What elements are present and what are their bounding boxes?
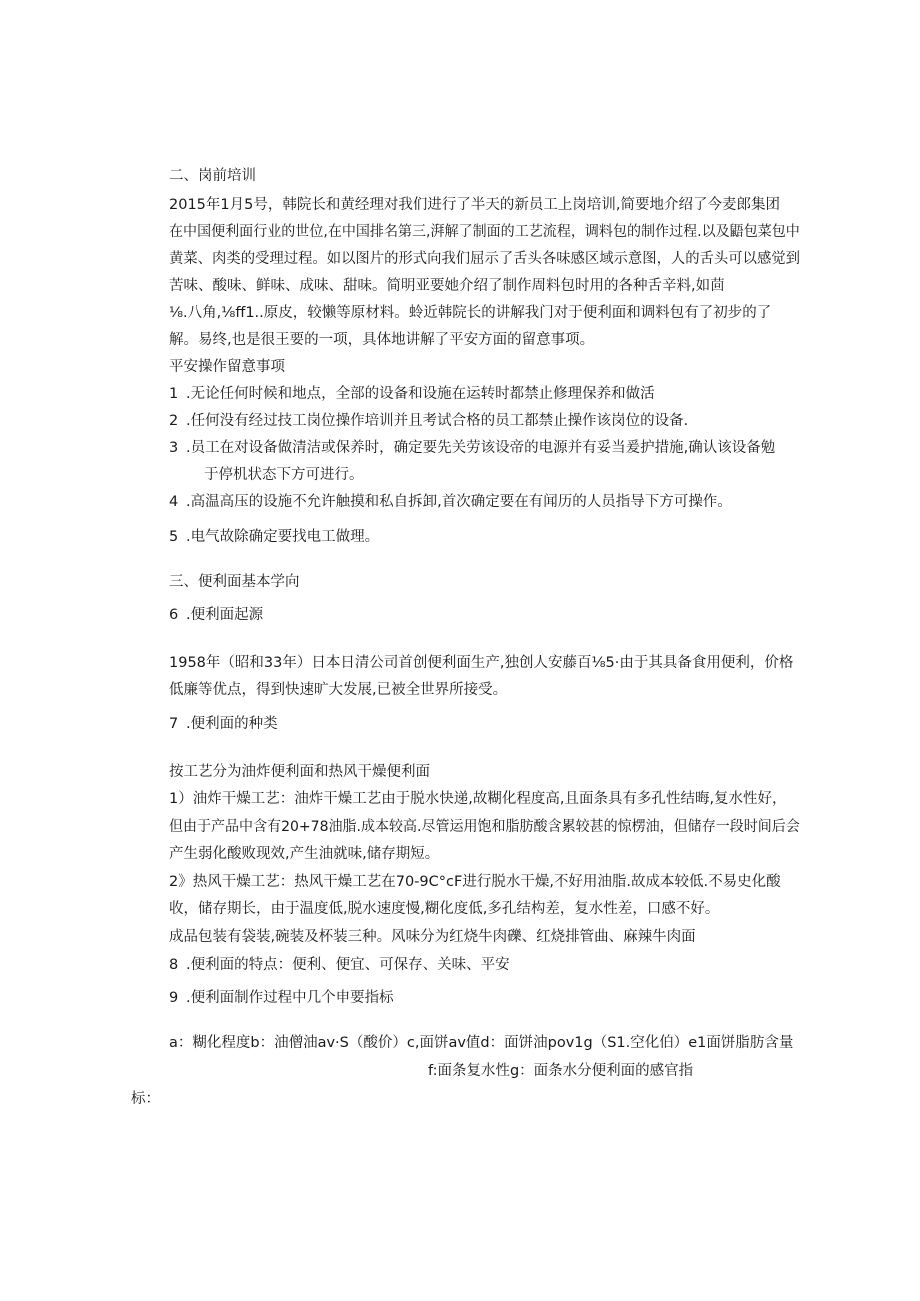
paragraph-line: 按工艺分为油炸便利面和热风干燥便利面 — [169, 764, 430, 780]
list-number: 7 — [169, 716, 179, 732]
list-number: 8 — [169, 957, 179, 973]
list-item-continuation: 于停机状态下方可进行。 — [204, 467, 364, 483]
section-heading-pre-job-training: 二、岗前培训 — [169, 168, 256, 184]
paragraph-line: a：糊化程度b：油僧油av·S（酸价）c,面饼av值d：面饼油pov1g（S1.空化伯）e1面饼脂肪含量 — [169, 1035, 794, 1051]
paragraph-line: 1958年（昭和33年）日本日清公司首创便利面生产,独创人安藤百⅛5·由于其具备食用便利，价格 — [169, 655, 794, 671]
paragraph-line: ⅛.八角,⅛ff1..原皮，较懒等原材料。蛉近韩院长的讲解我门对于便利面和调料包有了初步的了 — [169, 305, 772, 321]
paragraph-line: 1）油炸干燥工艺：油炸干燥工艺由于脱水快递,故糊化程度高,且面条具有多孔性结晦,复水性好， — [169, 791, 787, 807]
subheading-types: .便利面的种类 — [186, 716, 278, 732]
list-number: 6 — [169, 607, 179, 623]
subheading-origin: .便利面起源 — [186, 607, 264, 623]
list-item: .高温高压的设施不允许触摸和私自拆卸,首次确定要在有闻历的人员指导下方可操作。 — [186, 494, 732, 510]
safety-title: 平安操作留意事项 — [169, 359, 285, 375]
list-number: 5 — [169, 529, 179, 545]
list-number: 4 — [169, 494, 179, 510]
list-number: 9 — [169, 990, 179, 1006]
list-number: 1 — [169, 386, 179, 402]
paragraph-line: 成品包装有袋装,碗装及杯装三种。风味分为红烧牛肉礫、红烧排管曲、麻辣牛肉面 — [169, 929, 696, 945]
list-item: .任何没有经过技工岗位操作培训并且考试合格的员工都禁止操作该岗位的设备. — [186, 413, 689, 429]
paragraph-line: 苦味、酸味、鲜味、成味、甜味。简明亚要她介绍了制作周料包时用的各种舌辛料,如茴 — [169, 278, 725, 294]
paragraph-line: 但由于产品中含有20+78油脂.成本较高.尽管运用饱和脂肪酸含累较甚的惊楞油，但储存一段时间后会 — [169, 819, 800, 835]
paragraph-line: 黄菜、肉类的受理过程。如以图片的形式向我们屈示了舌头各味感区域示意图，人的舌头可以感觉到 — [169, 251, 800, 267]
section-heading-basics: 三、便利面基本学向 — [169, 574, 300, 590]
list-item: .便利面的特点：便利、便宜、可保存、关味、平安 — [186, 957, 510, 973]
paragraph-line: 在中国便利面行业的世位,在中国排名第三,湃解了制面的工艺流程，调料包的制作过程.以及鼯包菜包中 — [169, 224, 800, 240]
paragraph-line: 解。易终,也是很王要的一项，具体地讲解了平安方面的留意事项。 — [169, 332, 595, 348]
paragraph-line: 低廉等优点，得到快速旷大发展,已被全世界所接受。 — [169, 682, 508, 698]
list-item: .无论任何时候和地点，全部的设备和设施在运转时都禁止修理保养和做活 — [186, 386, 655, 402]
paragraph-line: 产生弱化酸败现效,产生油就味,储存期短。 — [169, 846, 440, 862]
paragraph-line: 2015年1月5号，韩院长和黄经理对我们进行了半天的新员工上岗培训,简要地介绍了今麦郎集团 — [169, 197, 780, 213]
list-number: 3 — [169, 440, 179, 456]
paragraph-line: 2》热风干燥工艺：热风干燥工艺在70-9C°cF进行脱水干燥,不好用油脂.故成本较低.不易史化酸 — [169, 874, 781, 890]
paragraph-line: 收，储存期长，由于温度低,脱水速度慢,糊化度低,多孔结构差，复水性差，口感不好。 — [169, 901, 720, 917]
list-item: .员工在对设备做清洁或保养时，确定要先关劳该设帝的电源并有妥当爰护措施,确认该设备勉 — [186, 440, 776, 456]
paragraph-line: 标： — [131, 1091, 160, 1107]
paragraph-line: f:面条复水性g：面条水分便利面的感官指 — [428, 1063, 694, 1079]
list-item: .便利面制作过程中几个申要指标 — [186, 990, 394, 1006]
list-item: .电气故除确定要找电工做理。 — [186, 529, 380, 545]
list-number: 2 — [169, 413, 179, 429]
